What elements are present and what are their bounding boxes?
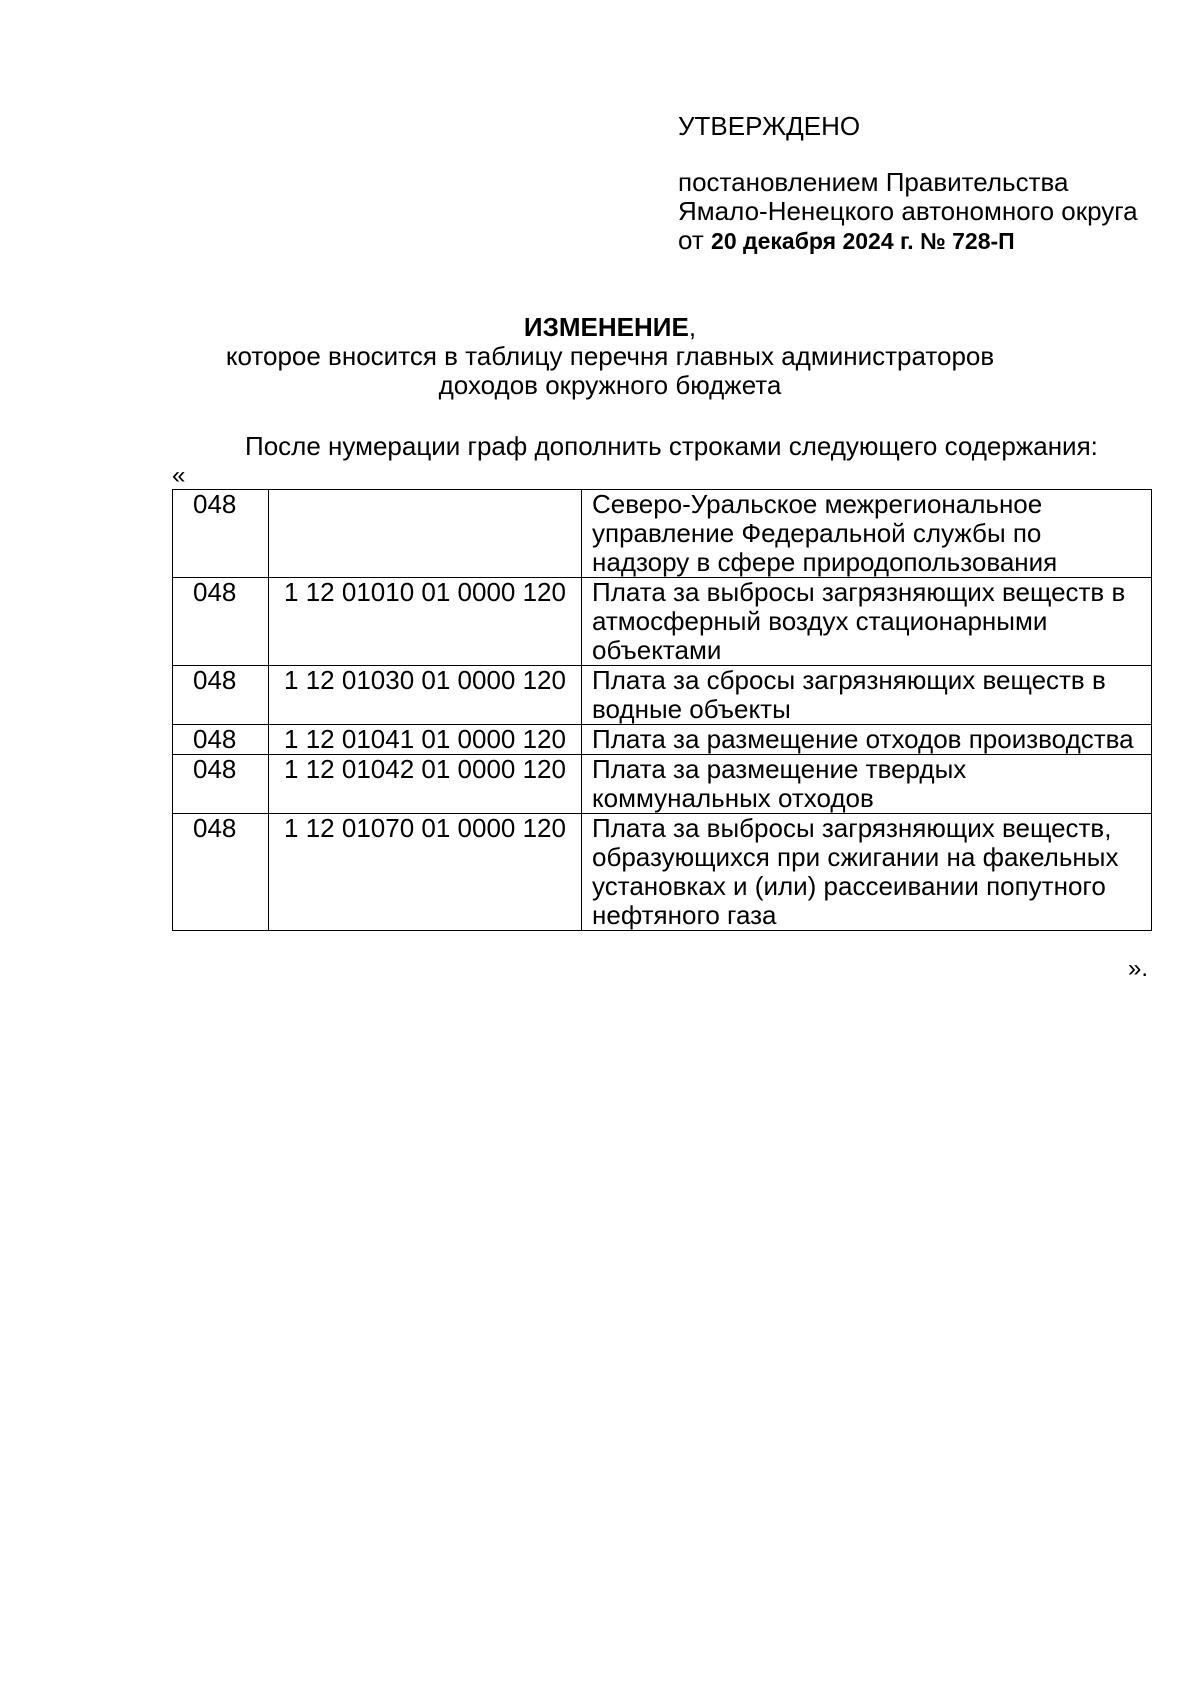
table-row xyxy=(173,725,1152,755)
admin-code-cell: 048 xyxy=(173,490,269,578)
admin-code-cell: 048 xyxy=(173,814,269,931)
heading-title-suffix: , xyxy=(688,312,697,342)
table-row xyxy=(173,814,1152,931)
approval-block xyxy=(678,112,1178,256)
table-row xyxy=(173,755,1152,814)
admin-code-cell: 048 xyxy=(173,725,269,755)
income-name-cell: Плата за выбросы загрязняющих веществ, образующихся при сжигании на факельных установках и (или) рассеивании попутного нефтяного газа xyxy=(582,814,1152,931)
approval-line-1: постановлением Правительства xyxy=(678,167,1069,197)
intro-paragraph: После нумерации граф дополнить строками следующего содержания: xyxy=(245,431,1098,461)
table-row xyxy=(173,578,1152,666)
table-row xyxy=(173,666,1152,725)
closing-quote: ». xyxy=(1128,955,1149,982)
document-heading xyxy=(160,313,1060,400)
table-row xyxy=(173,490,1152,578)
income-code-cell: 1 12 01042 01 0000 120 xyxy=(269,755,582,814)
admin-code-cell: 048 xyxy=(173,666,269,725)
income-code-cell: 1 12 01070 01 0000 120 xyxy=(269,814,582,931)
heading-title: ИЗМЕНЕНИЕ xyxy=(523,312,689,342)
heading-line-2: доходов окружного бюджета xyxy=(438,370,782,400)
income-code-cell: 1 12 01041 01 0000 120 xyxy=(269,725,582,755)
income-code-cell: 1 12 01010 01 0000 120 xyxy=(269,578,582,666)
income-code-cell xyxy=(269,490,582,578)
approval-date-value: 20 декабря 2024 г. № 728-П xyxy=(711,228,1015,254)
income-admin-table xyxy=(172,489,1152,931)
admin-code-cell: 048 xyxy=(173,578,269,666)
approval-date-line xyxy=(678,226,1178,256)
approval-line-2: Ямало-Ненецкого автономного округа xyxy=(678,196,1138,226)
income-name-cell: Северо-Уральское межрегиональное управление Федеральной службы по надзору в сфере природопользования xyxy=(582,490,1152,578)
admin-code-cell: 048 xyxy=(173,755,269,814)
income-name-cell: Плата за сбросы загрязняющих веществ в водные объекты xyxy=(582,666,1152,725)
income-code-cell: 1 12 01030 01 0000 120 xyxy=(269,666,582,725)
income-name-cell: Плата за размещение твердых коммунальных отходов xyxy=(582,755,1152,814)
income-name-cell: Плата за выбросы загрязняющих веществ в атмосферный воздух стационарными объектами xyxy=(582,578,1152,666)
opening-quote: « xyxy=(172,462,186,489)
income-name-cell: Плата за размещение отходов производства xyxy=(582,725,1152,755)
approval-stamp: УТВЕРЖДЕНО xyxy=(678,111,861,141)
approval-date-prefix: от xyxy=(678,225,704,255)
heading-title-line xyxy=(160,313,1060,342)
heading-line-1: которое вносится в таблицу перечня главных администраторов xyxy=(225,341,995,371)
